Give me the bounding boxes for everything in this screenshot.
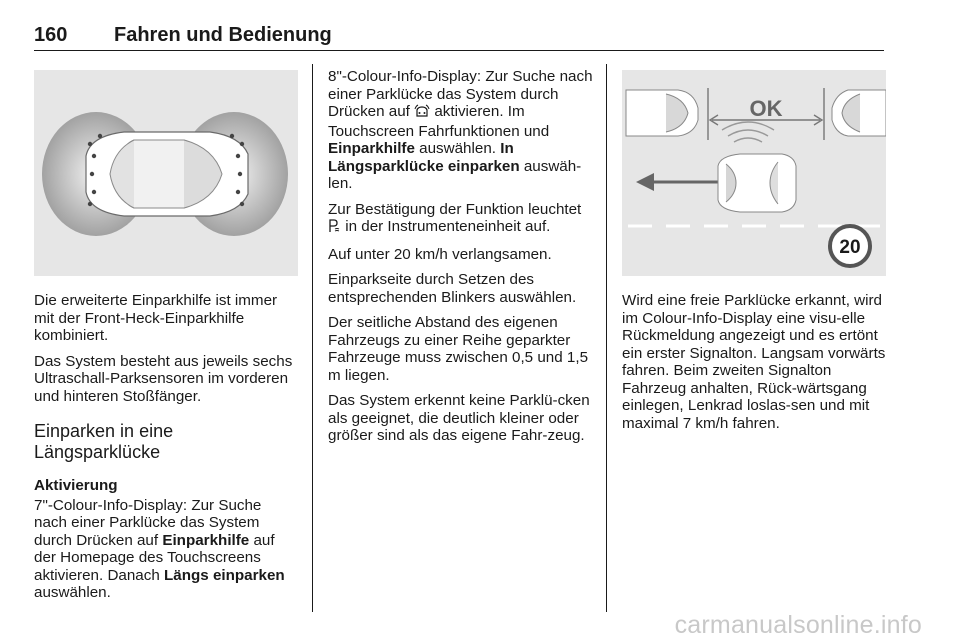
section-heading: Einparken in eine Längsparklücke [34, 421, 174, 462]
car-sensor-icon [414, 104, 430, 123]
activation-8-paragraph: 8"-Colour-Info-Display: Zur Suche nach einer Parklücke das System durch Drücken auf aktivieren. Im Touchscreen Fahrfunktionen und Einparkhilfe auswählen. In Längsparklücke einparken auswäh-len. [328, 68, 593, 192]
side-selection-paragraph: Einparkseite durch Setzen des entsprechenden Blinkers auswählen. [328, 271, 577, 306]
column-middle [328, 68, 596, 453]
speed-paragraph: Auf unter 20 km/h verlangsamen. [328, 245, 552, 263]
watermark: carmanualsonline.info [674, 611, 922, 639]
intro-paragraph: Die erweiterte Einparkhilfe ist immer mit der Front-Heck-Einparkhilfe kombiniert. [34, 292, 278, 344]
detection-paragraph: Das System erkennt keine Parklü-cken als geeignet, die deutlich kleiner oder größer sind als das eigene Fahr-zeug. [328, 392, 590, 444]
distance-paragraph: Der seitliche Abstand des eigenen Fahrzeugs zu einer Reihe geparkter Fahrzeuge muss zwischen 0,5 und 1,5 m liegen. [328, 314, 589, 384]
column-right [622, 292, 888, 440]
parking-space-illustration [622, 70, 886, 276]
ok-label: OK [749, 96, 783, 121]
page-header [34, 24, 884, 48]
activation-7-paragraph: 7"-Colour-Info-Display: Zur Suche nach einer Parklücke das System durch Drücken auf Einparkhilfe auf der Homepage des Touchscreens aktivieren. Danach Längs einparken auswählen. [34, 496, 285, 601]
parking-sensor-figure [34, 70, 298, 276]
column-divider-1 [312, 64, 313, 612]
subsection-heading: Aktivierung [34, 477, 118, 494]
column-divider-2 [606, 64, 607, 612]
header-rule [34, 50, 884, 51]
column-left [34, 292, 298, 610]
detection-feedback-paragraph: Wird eine freie Parklücke erkannt, wird im Colour-Info-Display eine visu-elle Rückmeldung angezeigt und es ertönt ein erster Signalton. Langsam vorwärts fahren. Beim zweiten Signalton Fahrzeug anhalten, Rück-wärtsgang einlegen, Lenkrad loslas-sen und mit maximal 7 km/h fahren. [622, 292, 886, 432]
parking-p-icon [328, 219, 341, 238]
speed-limit-value: 20 [839, 237, 861, 258]
sensor-coverage-illustration [34, 70, 298, 276]
confirmation-paragraph: Zur Bestätigung der Funktion leuchtet in der Instrumenteneinheit auf. [328, 201, 596, 238]
page-number: 160 [34, 24, 68, 46]
parking-space-figure [622, 70, 886, 276]
sensor-paragraph: Das System besteht aus jeweils sechs Ultraschall-Parksensoren im vorderen und hinteren Stoßfänger. [34, 352, 293, 405]
chapter-title: Fahren und Bedienung [114, 24, 332, 46]
